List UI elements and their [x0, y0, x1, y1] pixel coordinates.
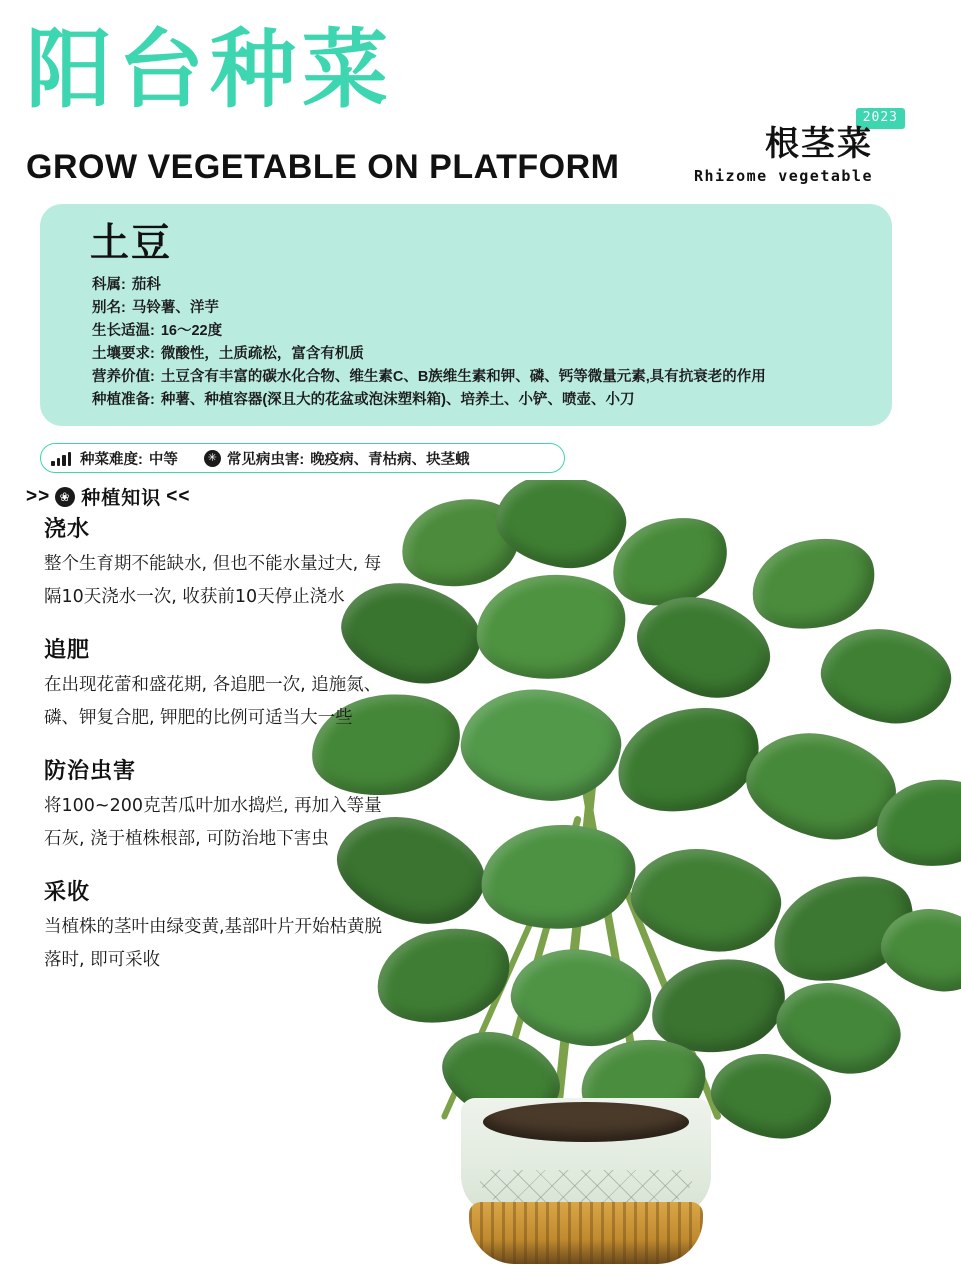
- year-badge: 2023: [856, 108, 905, 129]
- pot-pattern: [479, 1170, 693, 1204]
- plant-leaf: [457, 683, 626, 807]
- info-key: 种植准备:: [92, 392, 155, 408]
- vegetable-name: 土豆: [90, 222, 173, 265]
- page-title-cn: 阳台种菜: [26, 20, 394, 120]
- knowledge-suffix: <<: [166, 485, 191, 507]
- knowledge-title: 种植知识: [81, 488, 162, 509]
- pest-tag: [204, 448, 470, 469]
- section-title: 采收: [44, 879, 91, 904]
- knowledge-section: [44, 512, 389, 614]
- category-label-cn: 根茎菜: [765, 125, 873, 163]
- plant-leaf: [814, 619, 958, 732]
- info-key: 别名:: [92, 300, 126, 316]
- info-value: 16～22度: [160, 323, 223, 339]
- vegetable-info-card: [40, 204, 892, 426]
- section-title: 防治虫害: [44, 758, 137, 783]
- info-value: 土豆含有丰富的碳水化合物、维生素C、B族维生素和钾、磷、钙等微量元素,具有抗衰老的作用: [160, 369, 766, 385]
- info-key: 土壤要求:: [92, 346, 155, 362]
- page-title-en: GROW VEGETABLE ON PLATFORM: [26, 148, 620, 186]
- seedling-icon: ❀: [55, 487, 75, 507]
- section-body: 整个生育期不能缺水, 但也不能水量过大, 每隔10天浇水一次, 收获前10天停止浇水: [44, 554, 382, 607]
- difficulty-label: 种菜难度:: [80, 451, 143, 468]
- info-row: [92, 366, 866, 389]
- info-row: [92, 389, 866, 412]
- tag-bar: [40, 443, 565, 473]
- info-row: [92, 343, 866, 366]
- info-key: 营养价值:: [92, 369, 155, 385]
- knowledge-sections: [44, 512, 389, 996]
- section-body: 当植株的茎叶由绿变黄,基部叶片开始枯黄脱落时, 即可采收: [44, 917, 383, 970]
- difficulty-tag: [51, 448, 178, 469]
- info-value: 微酸性，土质疏松，富含有机质: [160, 346, 364, 362]
- plant-leaf: [490, 480, 632, 576]
- page-header: [0, 0, 961, 195]
- signal-bars-icon: [51, 451, 73, 466]
- category-label-en: Rhizome vegetable: [693, 167, 873, 185]
- info-row: [92, 320, 866, 343]
- difficulty-value: 中等: [148, 451, 178, 468]
- knowledge-section: [44, 875, 389, 977]
- info-row: [92, 274, 866, 297]
- plant-leaf: [605, 692, 772, 828]
- knowledge-section: [44, 754, 389, 856]
- section-title: 浇水: [44, 516, 91, 541]
- pest-value: 晚疫病、青枯病、块茎蛾: [310, 451, 470, 468]
- section-title: 追肥: [44, 637, 91, 662]
- knowledge-heading: [26, 483, 190, 510]
- info-key: 生长适温:: [92, 323, 155, 339]
- plant-leaf: [506, 942, 657, 1053]
- bug-icon: ✳: [204, 450, 221, 467]
- knowledge-section: [44, 633, 389, 735]
- section-body: 将100~200克苦瓜叶加水捣烂, 再加入等量石灰, 浇于植株根部, 可防治地下害虫: [44, 796, 382, 849]
- plant-leaf: [367, 916, 519, 1036]
- plant-leaf: [742, 526, 885, 642]
- info-value: 茄科: [131, 277, 161, 293]
- info-key: 科属:: [92, 277, 126, 293]
- pest-label: 常见病虫害:: [226, 451, 305, 468]
- info-row: [92, 297, 866, 320]
- pot-soil: [483, 1102, 689, 1142]
- plant-leaf: [471, 567, 631, 686]
- info-value: 马铃薯、洋芋: [131, 300, 219, 316]
- pot-basket-weave: [469, 1202, 703, 1264]
- knowledge-prefix: >>: [26, 485, 51, 507]
- section-body: 在出现花蕾和盛花期, 各追肥一次, 追施氮、磷、钾复合肥, 钾肥的比例可适当大一些: [44, 675, 382, 728]
- plant-leaf: [477, 818, 640, 935]
- info-value: 种薯、种植容器(深且大的花盆或泡沫塑料箱)、培养土、小铲、喷壶、小刀: [160, 392, 635, 408]
- flower-pot: [461, 1098, 711, 1268]
